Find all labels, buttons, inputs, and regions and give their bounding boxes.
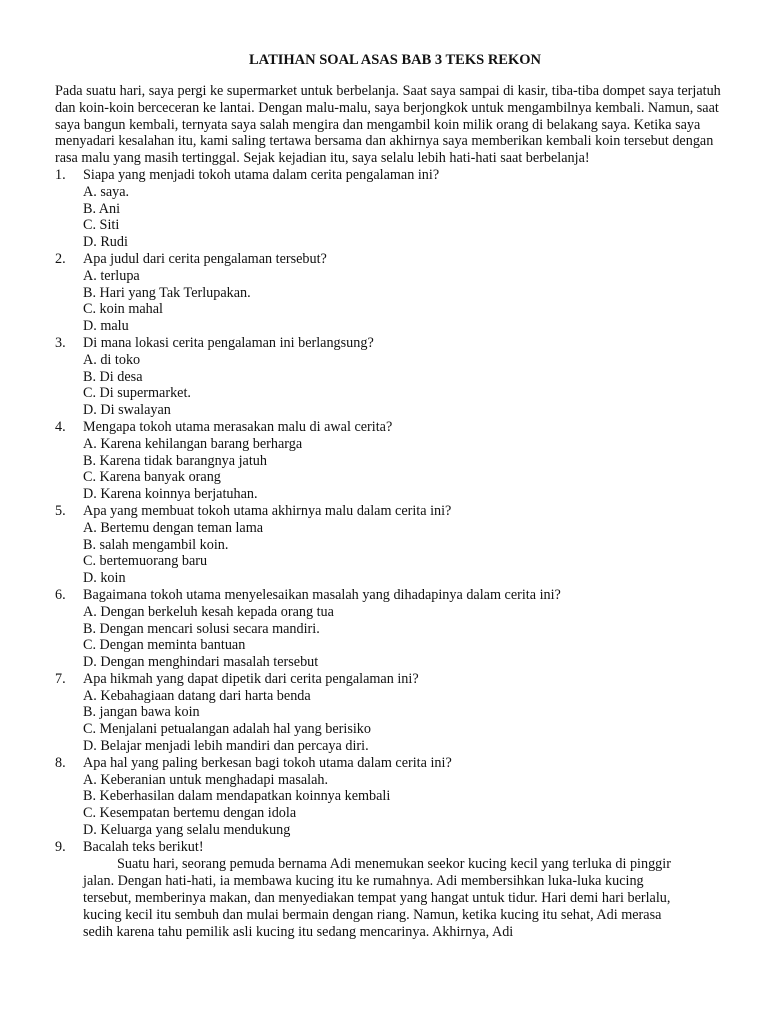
answer-option: B. Karena tidak barangnya jatuh	[83, 452, 267, 469]
answer-option: C. bertemuorang baru	[83, 553, 208, 570]
answer-option: D. Keluarga yang selalu mendukung	[83, 822, 291, 839]
answer-option: A. Karena kehilangan barang berharga	[83, 435, 303, 452]
question-number: 5.	[55, 502, 66, 519]
answer-option: B. Dengan mencari solusi secara mandiri.	[83, 620, 320, 637]
answer-option: A. Dengan berkeluh kesah kepada orang tua	[83, 603, 334, 620]
answer-option: B. jangan bawa koin	[83, 704, 200, 721]
question-item	[55, 839, 735, 941]
question-number: 6.	[55, 586, 66, 603]
question-text: Mengapa tokoh utama merasakan malu di awal cerita?	[83, 418, 393, 435]
question-item	[55, 335, 735, 419]
document-title: LATIHAN SOAL ASAS BAB 3 TEKS REKON	[249, 52, 541, 68]
answer-option: A. di toko	[83, 351, 141, 368]
question-item	[55, 419, 735, 503]
answer-option: B. Hari yang Tak Terlupakan.	[83, 284, 251, 301]
question-text: Siapa yang menjadi tokoh utama dalam cerita pengalaman ini?	[83, 166, 440, 183]
question-number: 7.	[55, 670, 66, 687]
answer-option: C. Kesempatan bertemu dengan idola	[83, 805, 297, 822]
question-item	[55, 503, 735, 587]
question-item	[55, 251, 735, 335]
question-item	[55, 587, 735, 671]
answer-option: D. malu	[83, 318, 129, 335]
question-text: Apa judul dari cerita pengalaman tersebut?	[83, 250, 327, 267]
answer-option: B. Ani	[83, 200, 121, 217]
question-number: 3.	[55, 334, 66, 351]
answer-option: D. Dengan menghindari masalah tersebut	[83, 654, 319, 671]
question-item	[55, 167, 735, 251]
question-text: Apa yang membuat tokoh utama akhirnya malu dalam cerita ini?	[83, 502, 452, 519]
answer-option: B. Keberhasilan dalam mendapatkan koinnya kembali	[83, 788, 391, 805]
question-text: Bagaimana tokoh utama menyelesaikan masalah yang dihadapinya dalam cerita ini?	[83, 586, 561, 603]
answer-option: C. Karena banyak orang	[83, 469, 221, 486]
question-item	[55, 755, 735, 839]
answer-option: D. Belajar menjadi lebih mandiri dan percaya diri.	[83, 738, 369, 755]
question-text: Di mana lokasi cerita pengalaman ini berlangsung?	[83, 334, 374, 351]
question-number: 1.	[55, 166, 66, 183]
answer-option: D. koin	[83, 570, 126, 587]
document-page	[55, 50, 735, 941]
question-item	[55, 671, 735, 755]
answer-option: C. Di supermarket.	[83, 385, 191, 402]
answer-option: C. koin mahal	[83, 301, 163, 318]
answer-option: C. Dengan meminta bantuan	[83, 637, 246, 654]
question-text: Apa hikmah yang dapat dipetik dari cerita pengalaman ini?	[83, 670, 419, 687]
question-list	[55, 167, 735, 941]
answer-option: D. Di swalayan	[83, 402, 171, 419]
question-number: 4.	[55, 418, 66, 435]
answer-option: A. terlupa	[83, 267, 140, 284]
answer-option: D. Rudi	[83, 234, 128, 251]
reading-passage: Suatu hari, seorang pemuda bernama Adi menemukan seekor kucing kecil yang terluka di pinggir jalan. Dengan hati-hati, ia membawa kucing itu ke rumahnya. Adi membersihkan luka-luka kucing tersebut, memberinya makan, dan menyediakan tempat yang hangat untuk tidur. Hari demi hari berlalu, kucing kecil itu sembuh dan mulai bermain dengan riang. Namun, ketika kucing itu sehat, Adi merasa sedih karena tahu pemilik asli kucing itu sedang mencarinya. Akhirnya, Adi	[83, 855, 671, 940]
answer-option: B. Di desa	[83, 368, 143, 385]
intro-paragraph: Pada suatu hari, saya pergi ke supermarket untuk berbelanja. Saat saya sampai di kasir, tiba-tiba dompet saya terjatuh dan koin-koin berceceran ke lantai. Dengan malu-malu, saya berjongkok untuk mengambilnya kembali. Namun, saat saya bangun kembali, ternyata saya salah mengira dan mengambil koin milik orang di belakang saya. Ketika saya menyadari kesalahan itu, kami saling tertawa bersama dan akhirnya saya memberikan kembali koin tersebut dengan rasa malu yang masih tertinggal. Sejak kejadian itu, saya selalu lebih hati-hati saat berbelanja!	[55, 83, 721, 167]
answer-option: B. salah mengambil koin.	[83, 536, 229, 553]
answer-option: A. Keberanian untuk menghadapi masalah.	[83, 771, 329, 788]
answer-option: A. Bertemu dengan teman lama	[83, 519, 264, 536]
answer-option: A. Kebahagiaan datang dari harta benda	[83, 687, 311, 704]
question-number: 2.	[55, 250, 66, 267]
answer-option: C. Menjalani petualangan adalah hal yang berisiko	[83, 721, 371, 738]
question-text: Bacalah teks berikut!	[83, 838, 204, 855]
question-number: 8.	[55, 754, 66, 771]
answer-option: C. Siti	[83, 217, 120, 234]
question-text: Apa hal yang paling berkesan bagi tokoh utama dalam cerita ini?	[83, 754, 452, 771]
answer-option: A. saya.	[83, 183, 130, 200]
answer-option: D. Karena koinnya berjatuhan.	[83, 486, 258, 503]
question-number: 9.	[55, 838, 66, 855]
